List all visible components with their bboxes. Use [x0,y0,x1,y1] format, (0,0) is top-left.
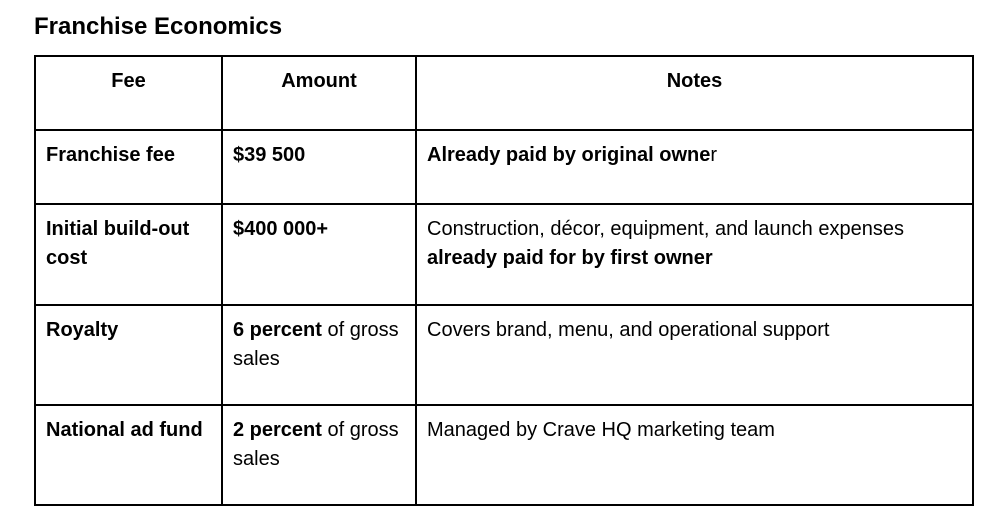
fee-cell: National ad fund [35,405,222,505]
amount-cell [222,405,416,505]
amount-cell [222,305,416,405]
notes-tail: r [710,144,718,166]
amount-cell [222,204,416,305]
amount-bold: 6 percent [233,319,322,341]
amount-cell [222,130,416,204]
table-row [35,405,973,505]
page-title: Franchise Economics [34,13,283,40]
amount-bold: 2 percent [233,419,322,441]
notes-cell [416,130,973,204]
table-header-row [35,56,973,130]
fee-cell: Initial build-out cost [35,204,222,305]
notes-plain: Construction, décor, equipment, and launch expenses [427,218,904,240]
amount-rest: of gross sales [233,319,399,370]
franchise-economics-table [34,55,974,506]
header-amount: Amount [222,56,416,130]
amount-bold: $400 000+ [233,218,329,240]
amount-bold: $39 500 [233,144,306,166]
fee-cell: Franchise fee [35,130,222,204]
notes-bold: already paid for by first owner [427,247,713,269]
notes-plain: Covers brand, menu, and operational support [427,319,830,341]
header-notes: Notes [416,56,973,130]
fee-cell: Royalty [35,305,222,405]
table-row [35,204,973,305]
notes-plain: Managed by Crave HQ marketing team [427,419,775,441]
notes-cell [416,204,973,305]
amount-rest: of gross sales [233,419,399,470]
notes-cell [416,405,973,505]
table-row [35,305,973,405]
table-row [35,130,973,204]
header-fee: Fee [35,56,222,130]
notes-cell [416,305,973,405]
notes-bold: Already paid by original owne [427,144,711,166]
